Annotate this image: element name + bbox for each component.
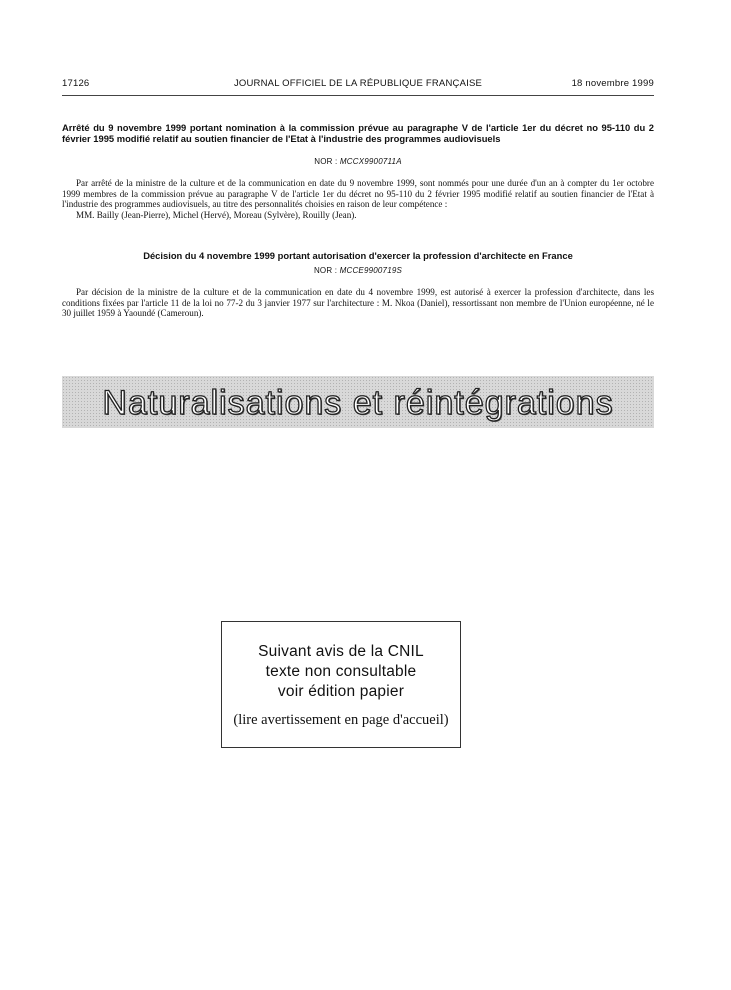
decision-nor bbox=[62, 266, 654, 275]
decision-body bbox=[62, 287, 654, 319]
nor-code: MCCX9900711A bbox=[339, 157, 402, 166]
publication-date: 18 novembre 1999 bbox=[571, 78, 654, 89]
arrete-body bbox=[62, 178, 654, 220]
page-header bbox=[62, 78, 654, 92]
notice-line-2: texte non consultable bbox=[265, 663, 417, 680]
decision-title: Décision du 4 novembre 1999 portant autorisation d'exercer la profession d'architecte en France bbox=[143, 250, 573, 261]
section-banner bbox=[62, 376, 654, 428]
nor-code: MCCE9900719S bbox=[339, 266, 403, 275]
notice-line-1: Suivant avis de la CNIL bbox=[258, 643, 424, 660]
journal-title: JOURNAL OFFICIEL DE LA RÉPUBLIQUE FRANÇAISE bbox=[233, 78, 483, 89]
arrete-nor bbox=[62, 157, 654, 166]
decision-paragraph: Par décision de la ministre de la culture et de la communication en date du 4 novembre 1999, est autorisé à exercer la profession d'architecte, dans les conditions fixées par l'article 11 de la loi no 77-2 du 3 janvier 1977 sur l'architecture : M. Nkoa (Daniel), ressortissant non membre de l'Union européenne, né le 30 juillet 1959 à Yaoundé (Cameroun). bbox=[62, 287, 654, 319]
notice-note: (lire avertissement en page d'accueil) bbox=[233, 712, 449, 728]
arrete-members: MM. Bailly (Jean-Pierre), Michel (Hervé), Moreau (Sylvère), Rouilly (Jean). bbox=[76, 209, 357, 220]
arrete-paragraph: Par arrêté de la ministre de la culture et de la communication en date du 9 novembre 1999, sont nommés pour une durée d'un an à compter du 1er octobre 1999 membres de la commission prévue au paragraphe V de l'article 1er du décret no 95-110 du 2 février 1995 modifié relatif au soutien financier de l'Etat à l'industrie des programmes audiovisuels, au titre des personnalités choisies en raison de leur compétence : bbox=[62, 178, 654, 210]
page-number: 17126 bbox=[62, 78, 90, 89]
arrete-title: Arrêté du 9 novembre 1999 portant nomination à la commission prévue au paragraphe V de l'article 1er du décret no 95-110 du 2 février 1995 modifié relatif au soutien financier de l'Etat à l'industrie des programmes audiovisuels bbox=[62, 122, 654, 144]
nor-label: NOR : bbox=[314, 157, 338, 166]
cnil-notice-box bbox=[221, 621, 461, 748]
notice-line-3: voir édition papier bbox=[277, 683, 405, 700]
header-rule bbox=[62, 95, 654, 96]
nor-label: NOR : bbox=[313, 266, 338, 275]
section-title: Naturalisations et réintégrations bbox=[102, 384, 614, 422]
